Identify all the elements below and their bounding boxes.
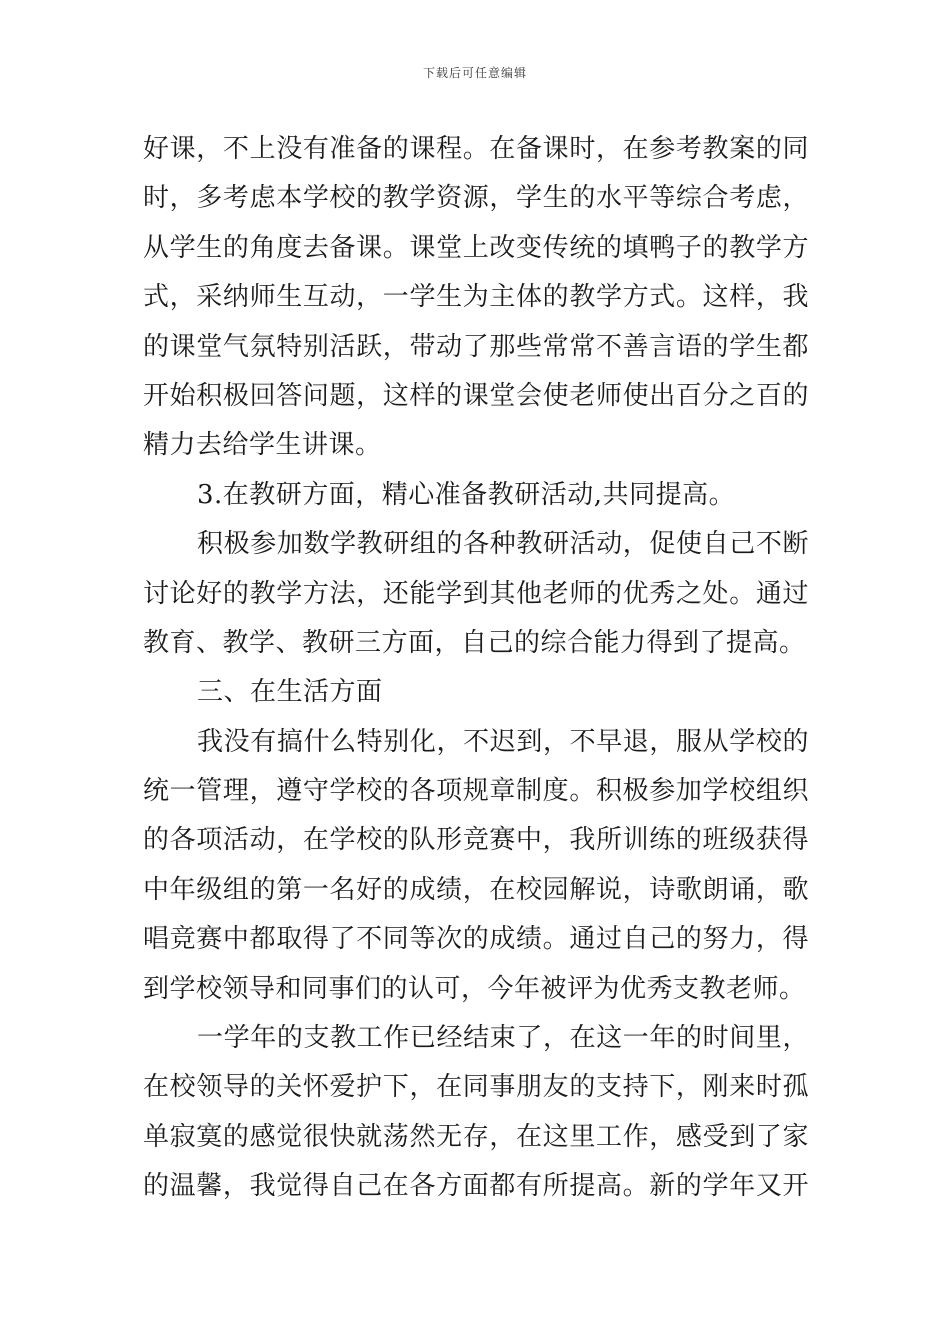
paragraph-line: 我没有搞什么特别化，不迟到，不早退，服从学校的 [197,726,809,757]
page-header-note: 下载后可任意编辑 [422,66,527,80]
paragraph-line: 精力去给学生讲课。 [143,430,382,461]
paragraph-line: 时，多考虑本学校的教学资源，学生的水平等综合考虑， [143,183,809,214]
document-body [143,125,809,1212]
paragraph-line: 一学年的支教工作已经结束了，在这一年的时间里， [197,1023,809,1054]
section-heading-line: 3.在教研方面，精心准备教研活动,共同提高。 [197,479,736,510]
paragraph-line: 唱竞赛中都取得了不同等次的成绩。通过自己的努力，得 [143,924,809,955]
paragraph-line: 式，采纳师生互动，一学生为主体的教学方式。这样，我 [143,282,809,313]
paragraph-line: 讨论好的教学方法，还能学到其他老师的优秀之处。通过 [143,578,809,609]
paragraph-line: 教育、教学、教研三方面，自己的综合能力得到了提高。 [143,627,806,658]
paragraph-line: 积极参加数学教研组的各种教研活动，促使自己不断 [197,529,809,560]
paragraph-line: 开始积极回答问题，这样的课堂会使老师使出百分之百的 [143,380,809,411]
paragraph-line: 的课堂气氛特别活跃，带动了那些常常不善言语的学生都 [143,331,809,362]
paragraph-line: 好课，不上没有准备的课程。在备课时，在参考教案的同 [143,134,809,164]
paragraph-line: 的温馨，我觉得自己在各方面都有所提高。新的学年又开 [143,1171,809,1202]
paragraph-line: 单寂寞的感觉很快就荡然无存，在这里工作，感受到了家 [143,1121,809,1152]
paragraph-line: 在校领导的关怀爱护下，在同事朋友的支持下，刚来时孤 [143,1072,809,1103]
paragraph-line: 从学生的角度去备课。课堂上改变传统的填鸭子的教学方 [143,232,809,263]
paragraph-line: 统一管理，遵守学校的各项规章制度。积极参加学校组织 [143,776,809,807]
paragraph-line: 到学校领导和同事们的认可，今年被评为优秀支教老师。 [143,973,806,1004]
paragraph-line: 中年级组的第一名好的成绩，在校园解说，诗歌朗诵，歌 [143,874,809,905]
paragraph-line: 的各项活动，在学校的队形竞赛中，我所训练的班级获得 [143,825,809,856]
section-heading-line: 三、在生活方面 [197,677,383,708]
